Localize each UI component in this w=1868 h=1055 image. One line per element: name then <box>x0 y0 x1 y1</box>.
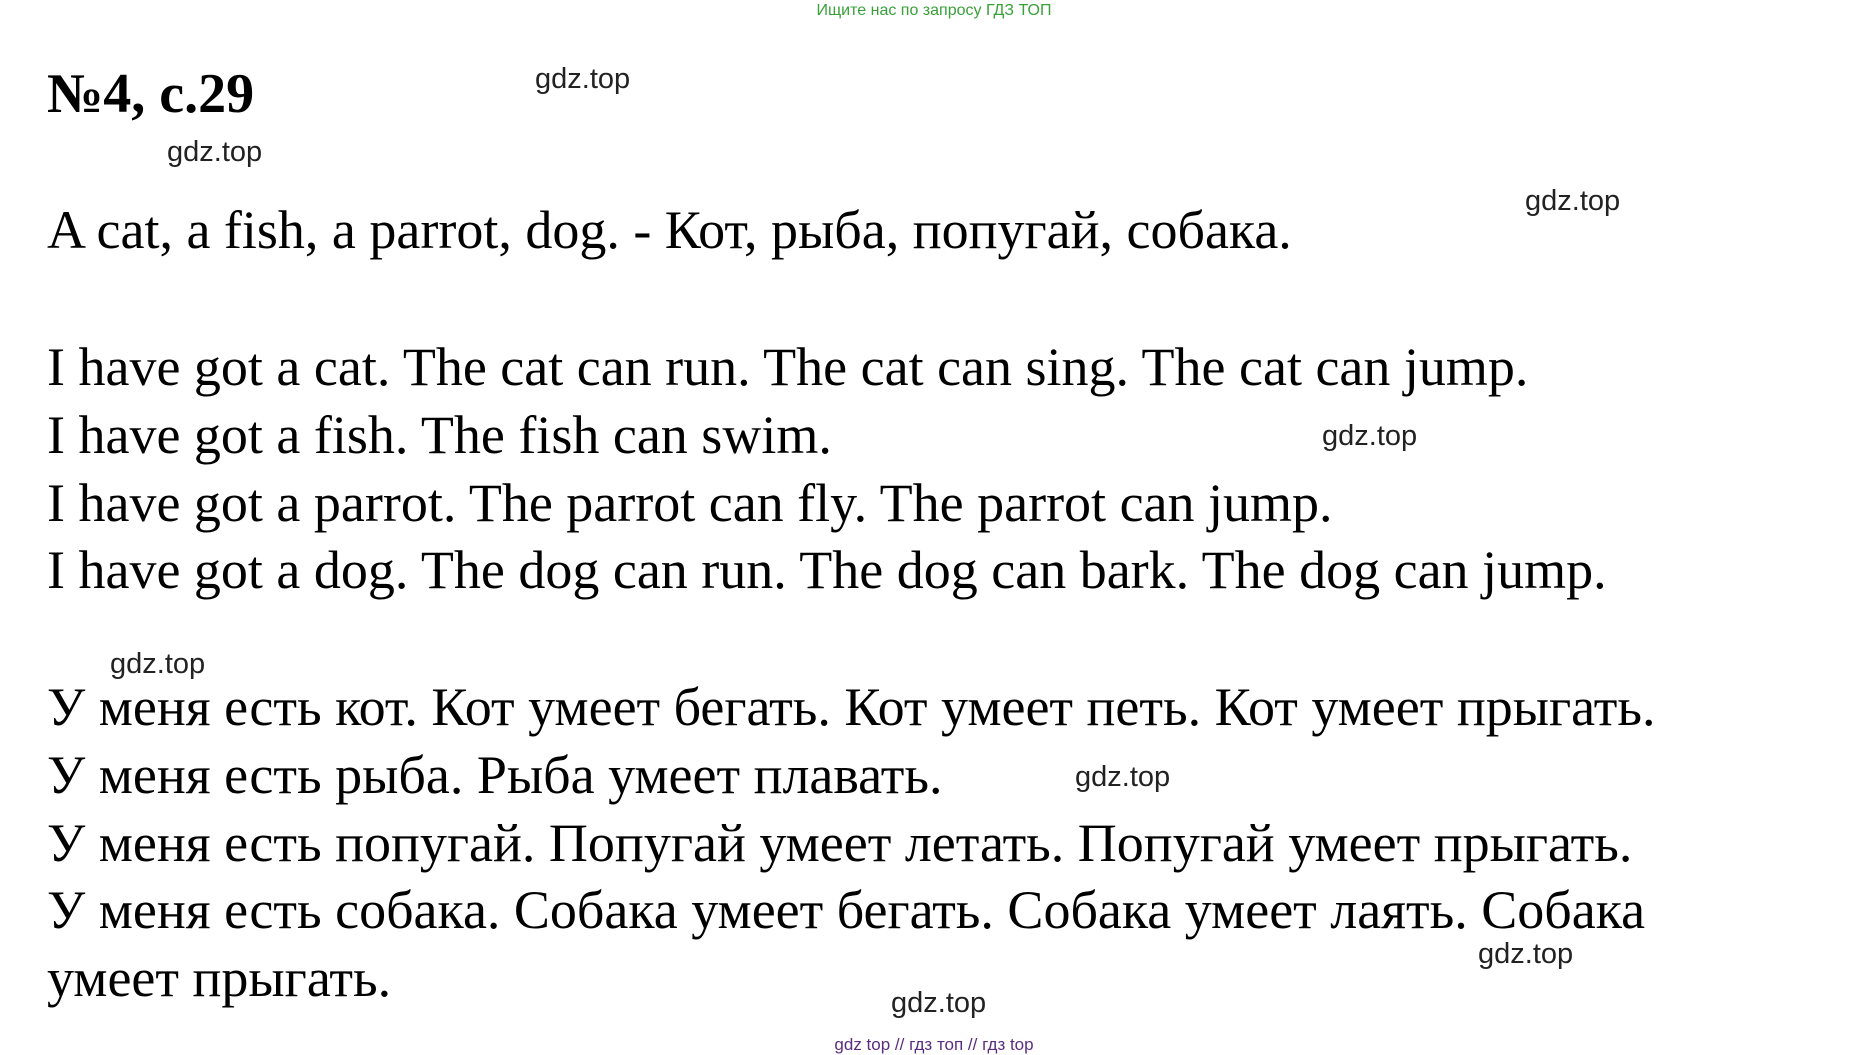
text-line: I have got a parrot. The parrot can fly. The parrot can jump. <box>47 473 1333 533</box>
watermark: gdz.top <box>1075 761 1171 793</box>
watermark: gdz.top <box>110 648 206 680</box>
text-line: A cat, a fish, a parrot, dog. - Кот, рыба, попугай, собака. <box>47 200 1292 260</box>
watermark: gdz.top <box>1525 185 1621 217</box>
text-line: I have got a cat. The cat can run. The cat can sing. The cat can jump. <box>47 337 1529 397</box>
text-line: У меня есть попугай. Попугай умеет летать. Попугай умеет прыгать. <box>47 813 1633 873</box>
watermark: gdz.top <box>535 63 631 95</box>
watermark: gdz.top <box>1478 938 1574 970</box>
watermark: gdz.top <box>1322 420 1418 452</box>
text-line: У меня есть рыба. Рыба умеет плавать. <box>47 745 943 805</box>
text-line: умеет прыгать. <box>47 948 392 1008</box>
text-line: I have got a dog. The dog can run. The dog can bark. The dog can jump. <box>47 540 1607 600</box>
text-line: I have got a fish. The fish can swim. <box>47 405 832 465</box>
watermark: gdz.top <box>891 987 987 1019</box>
text-line: У меня есть кот. Кот умеет бегать. Кот умеет петь. Кот умеет прыгать. <box>47 677 1656 737</box>
footer-links: gdz top // гдз топ // гдз top <box>834 1035 1034 1054</box>
text-line: У меня есть собака. Собака умеет бегать. Собака умеет лаять. Собака <box>47 880 1646 940</box>
watermark: gdz.top <box>167 136 263 168</box>
search-banner: Ищите нас по запросу ГДЗ ТОП <box>816 2 1052 19</box>
exercise-title: №4, с.29 <box>47 63 255 125</box>
